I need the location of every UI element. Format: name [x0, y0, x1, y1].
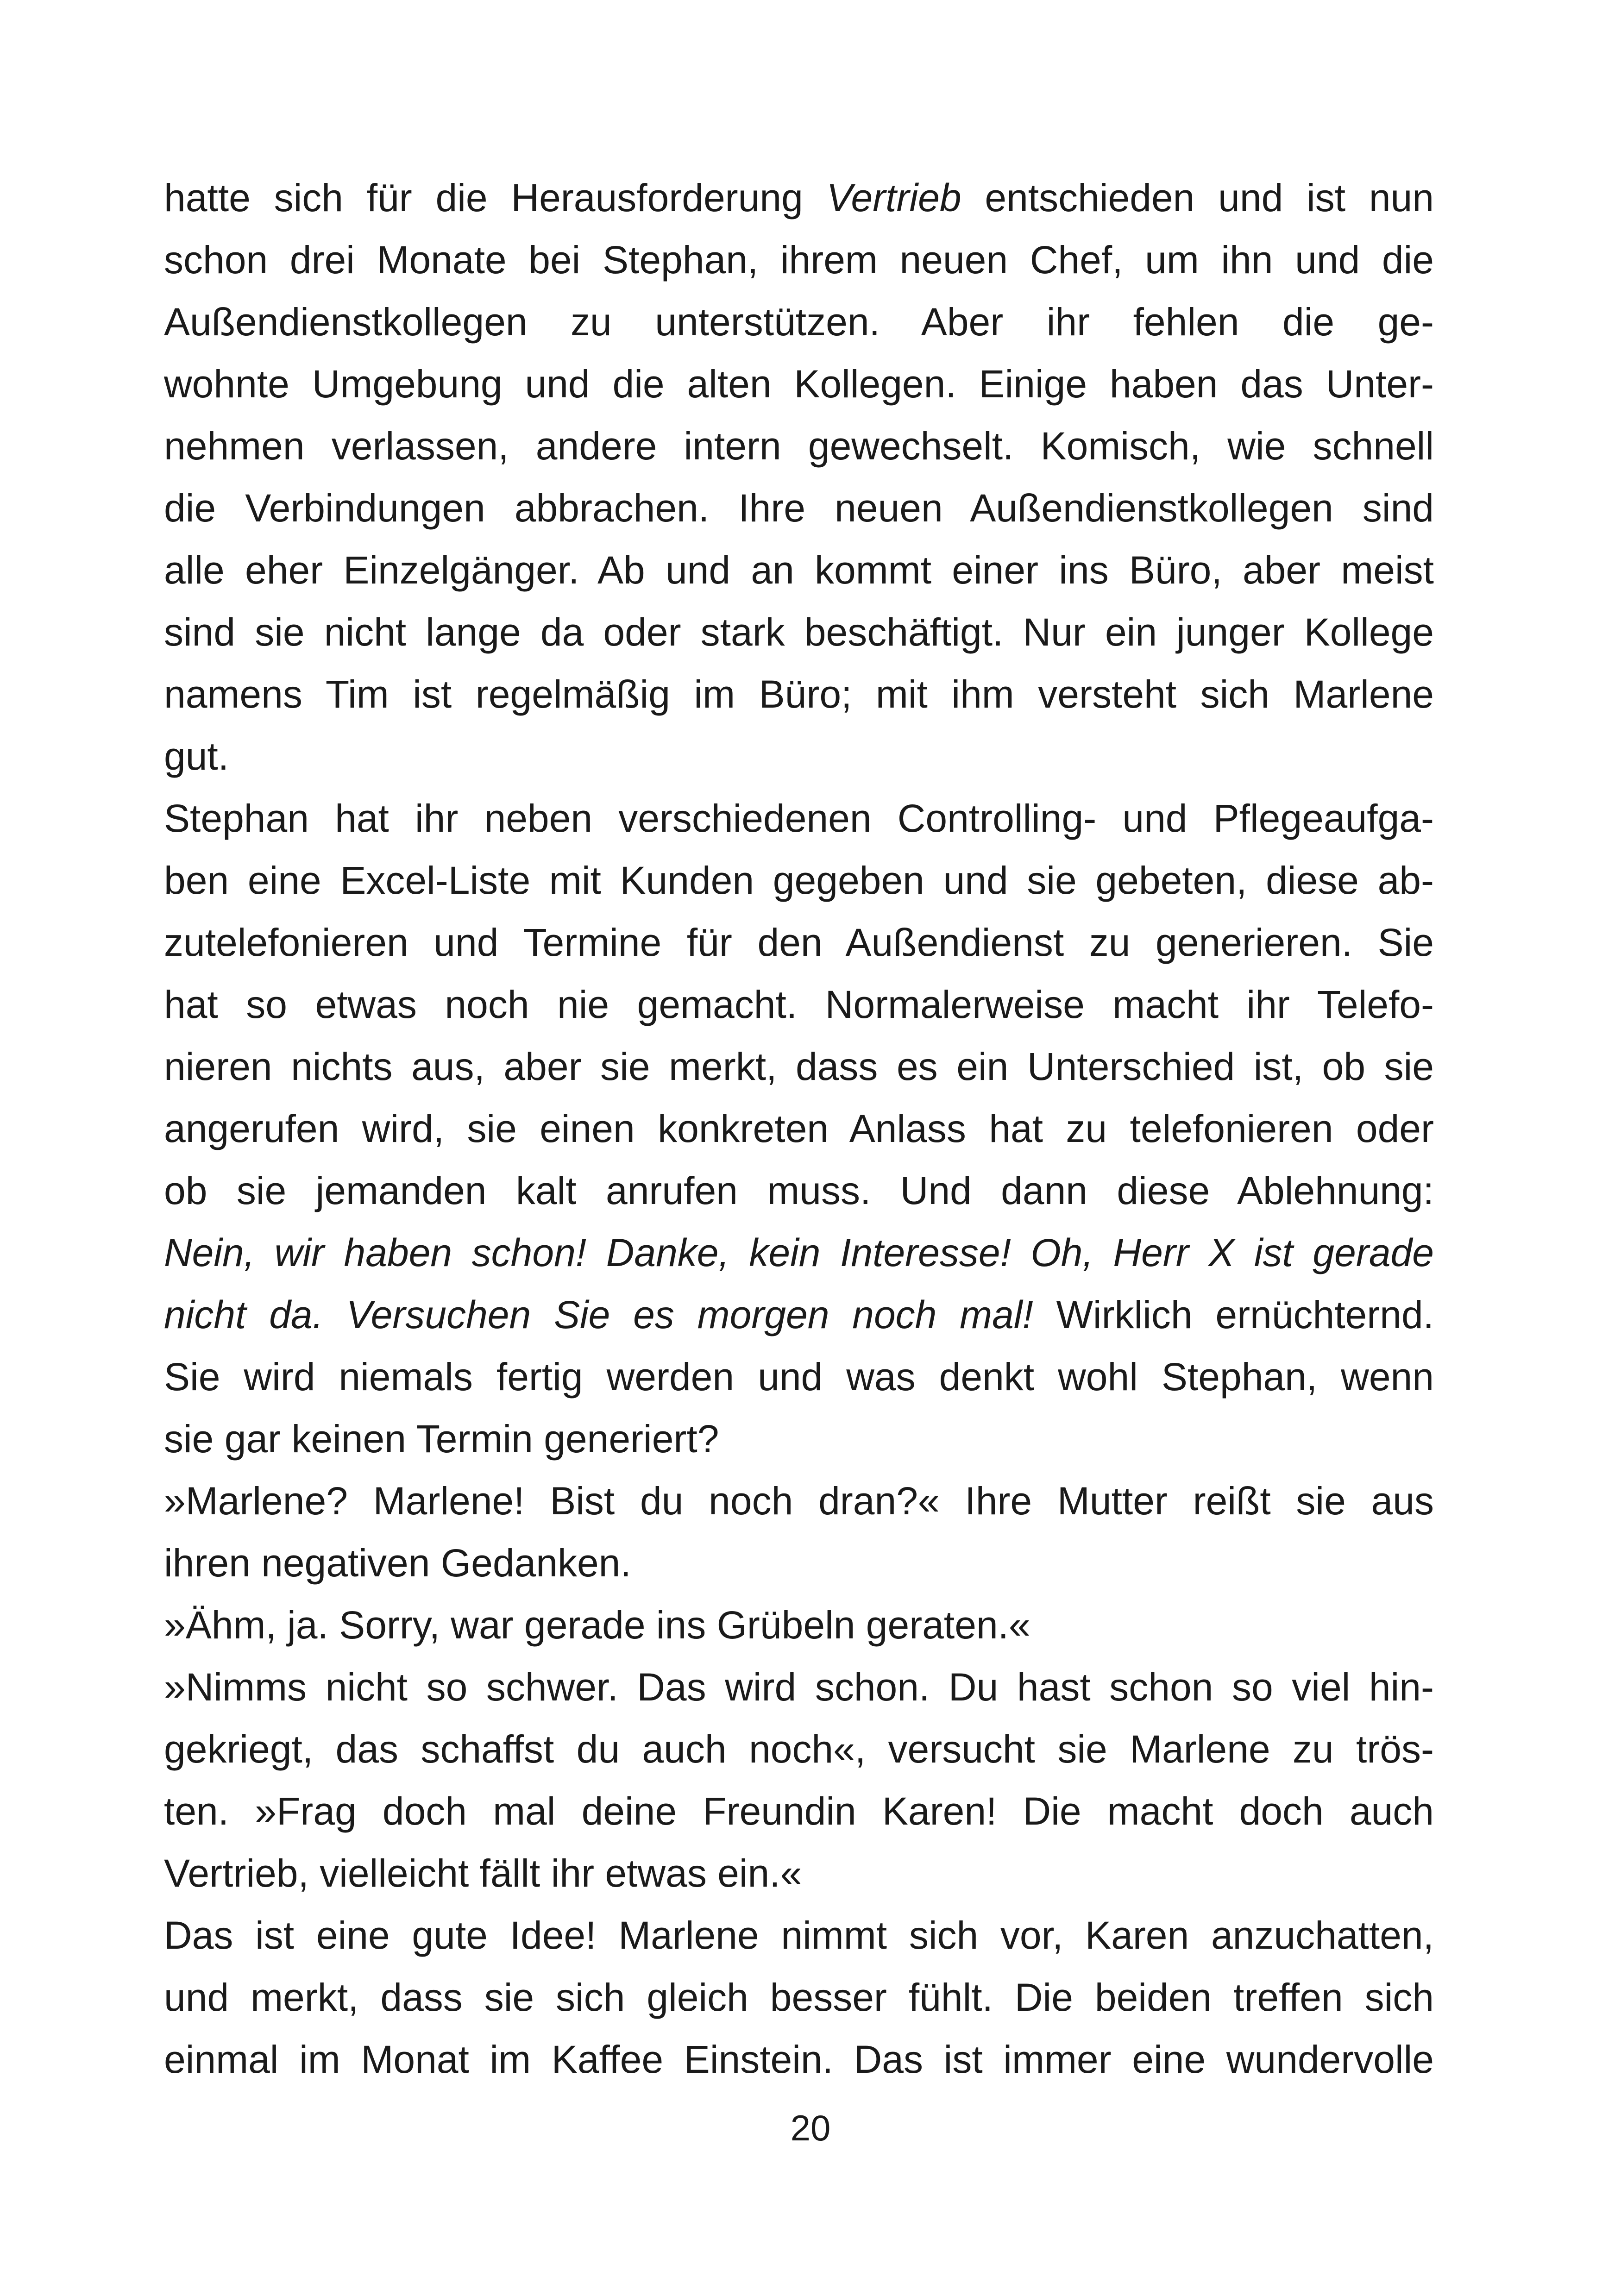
text-line: [164, 415, 1434, 477]
text-line: [164, 787, 1434, 849]
text-segment: »Nimms nicht so schwer. Das wird schon. Du hast schon so viel hin-: [164, 1665, 1434, 1709]
text-line: [164, 1284, 1434, 1346]
text-line: [164, 601, 1434, 663]
text-segment: Wirklich ernüchternd.: [1033, 1293, 1434, 1336]
text-segment: Das ist eine gute Idee! Marlene nimmt sich vor, Karen anzuchatten,: [164, 1913, 1434, 1957]
body-text: [164, 167, 1434, 2090]
text-segment: »Marlene? Marlene! Bist du noch dran?« Ihre Mutter reißt sie aus: [164, 1479, 1434, 1523]
text-line: [164, 1035, 1434, 1098]
text-segment: alle eher Einzelgänger. Ab und an kommt einer ins Büro, aber meist: [164, 548, 1434, 592]
text-segment: namens Tim ist regelmäßig im Büro; mit ihm versteht sich Marlene: [164, 672, 1434, 716]
text-segment: hat so etwas noch nie gemacht. Normalerweise macht ihr Telefo-: [164, 983, 1434, 1026]
text-segment: ihren negativen Gedanken.: [164, 1541, 631, 1585]
page-number: 20: [790, 2108, 831, 2148]
text-segment: »Ähm, ja. Sorry, war gerade ins Grübeln geraten.«: [164, 1603, 1030, 1647]
text-line: [164, 973, 1434, 1035]
text-segment: Vertrieb, vielleicht fällt ihr etwas ein.«: [164, 1851, 802, 1895]
text-line: [164, 1904, 1434, 1966]
text-line: [164, 477, 1434, 539]
text-segment: nieren nichts aus, aber sie merkt, dass es ein Unterschied ist, ob sie: [164, 1045, 1434, 1088]
text-line: [164, 849, 1434, 911]
text-segment: hatte sich für die Herausforderung: [164, 176, 827, 220]
text-segment: Stephan hat ihr neben verschiedenen Controlling- und Pflegeaufga-: [164, 797, 1434, 840]
text-segment: ben eine Excel-Liste mit Kunden gegeben und sie gebeten, diese ab-: [164, 859, 1434, 902]
text-line: [164, 539, 1434, 601]
text-segment: sind sie nicht lange da oder stark beschäftigt. Nur ein junger Kollege: [164, 610, 1434, 654]
text-segment: entschieden und ist nun: [961, 176, 1434, 220]
text-line: [164, 291, 1434, 353]
text-segment: ob sie jemanden kalt anrufen muss. Und dann diese Ablehnung:: [164, 1169, 1434, 1212]
italic-text: Vertrieb: [826, 176, 961, 220]
text-segment: wohnte Umgebung und die alten Kollegen. Einige haben das Unter-: [164, 362, 1434, 406]
text-segment: zutelefonieren und Termine für den Außendienst zu generieren. Sie: [164, 921, 1434, 964]
text-line: [164, 167, 1434, 229]
text-line: [164, 1594, 1434, 1656]
text-segment: und merkt, dass sie sich gleich besser fühlt. Die beiden treffen sich: [164, 1976, 1434, 2019]
text-segment: Sie wird niemals fertig werden und was denkt wohl Stephan, wenn: [164, 1355, 1434, 1399]
text-line: [164, 1346, 1434, 1408]
text-line: [164, 725, 1434, 787]
text-segment: ten. »Frag doch mal deine Freundin Karen! Die macht doch auch: [164, 1789, 1434, 1833]
text-line: [164, 229, 1434, 291]
text-line: [164, 1408, 1434, 1470]
text-segment: gekriegt, das schaffst du auch noch«, versucht sie Marlene zu trös-: [164, 1727, 1434, 1771]
text-line: [164, 663, 1434, 725]
text-segment: Außendienstkollegen zu unterstützen. Aber ihr fehlen die ge-: [164, 300, 1434, 344]
text-line: [164, 911, 1434, 973]
text-line: [164, 1470, 1434, 1532]
text-line: [164, 1842, 1434, 1904]
italic-text: Nein, wir haben schon! Danke, kein Interesse! Oh, Herr X ist gerade: [164, 1231, 1434, 1274]
text-segment: die Verbindungen abbrachen. Ihre neuen Außendienstkollegen sind: [164, 486, 1434, 530]
text-line: [164, 1098, 1434, 1160]
text-line: [164, 1656, 1434, 1718]
text-segment: gut.: [164, 734, 229, 778]
text-line: [164, 1160, 1434, 1222]
text-line: [164, 353, 1434, 415]
text-line: [164, 1780, 1434, 1842]
text-segment: schon drei Monate bei Stephan, ihrem neuen Chef, um ihn und die: [164, 238, 1434, 282]
text-segment: nehmen verlassen, andere intern gewechselt. Komisch, wie schnell: [164, 424, 1434, 468]
text-line: [164, 1222, 1434, 1284]
text-line: [164, 1966, 1434, 2028]
text-line: [164, 1532, 1434, 1594]
text-line: [164, 1718, 1434, 1780]
italic-text: nicht da. Versuchen Sie es morgen noch mal!: [164, 1293, 1033, 1336]
text-segment: einmal im Monat im Kaffee Einstein. Das ist immer eine wundervolle: [164, 2038, 1434, 2081]
text-segment: angerufen wird, sie einen konkreten Anlass hat zu telefonieren oder: [164, 1107, 1434, 1150]
text-line: [164, 2028, 1434, 2090]
text-segment: sie gar keinen Termin generiert?: [164, 1417, 719, 1461]
